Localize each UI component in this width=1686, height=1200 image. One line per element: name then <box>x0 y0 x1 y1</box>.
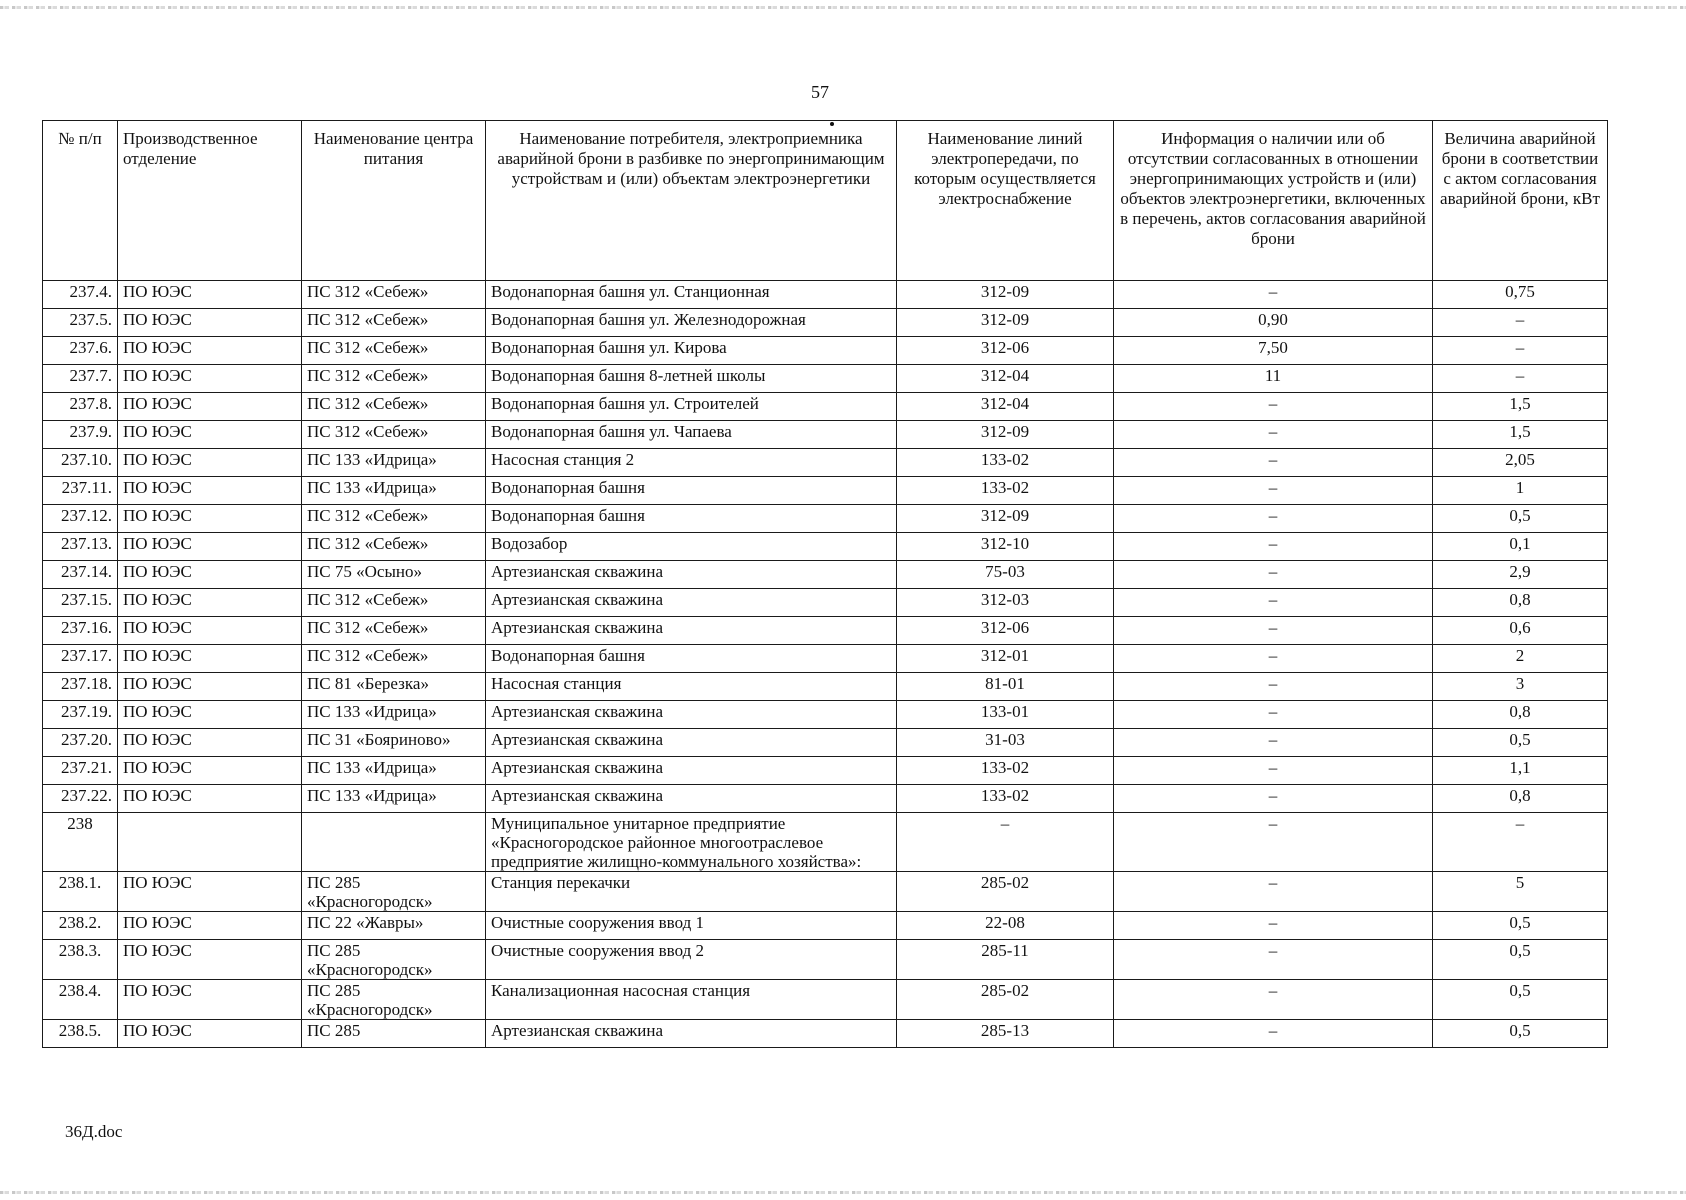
cell-center: ПС 81 «Березка» <box>302 673 486 701</box>
cell-info: 11 <box>1114 365 1433 393</box>
cell-center: ПС 312 «Себеж» <box>302 281 486 309</box>
header-dept: Производственное отделение <box>118 121 302 281</box>
cell-num: 237.14. <box>43 561 118 589</box>
cell-dept: ПО ЮЭС <box>118 533 302 561</box>
table-row <box>43 309 1608 337</box>
cell-center: ПС 285 <box>302 1020 486 1048</box>
cell-line: 285-02 <box>897 872 1114 912</box>
cell-value: 0,5 <box>1433 980 1608 1020</box>
table-row <box>43 673 1608 701</box>
cell-line: 312-06 <box>897 617 1114 645</box>
scan-edge-top <box>0 6 1686 9</box>
cell-info: – <box>1114 281 1433 309</box>
cell-value: 3 <box>1433 673 1608 701</box>
cell-value: – <box>1433 337 1608 365</box>
table-row <box>43 393 1608 421</box>
cell-line: 312-10 <box>897 533 1114 561</box>
cell-info: – <box>1114 701 1433 729</box>
cell-center: ПС 312 «Себеж» <box>302 337 486 365</box>
scan-edge-bottom <box>0 1191 1686 1194</box>
header-center: Наименование центра питания <box>302 121 486 281</box>
emergency-reserve-table <box>42 120 1608 1048</box>
cell-line: 312-09 <box>897 281 1114 309</box>
cell-info: – <box>1114 617 1433 645</box>
header-line: Наименование линий электропередачи, по которым осуществляется электроснабжение <box>897 121 1114 281</box>
cell-line: 285-11 <box>897 940 1114 980</box>
cell-dept: ПО ЮЭС <box>118 477 302 505</box>
cell-info: – <box>1114 421 1433 449</box>
cell-dept: ПО ЮЭС <box>118 281 302 309</box>
cell-line: 81-01 <box>897 673 1114 701</box>
cell-dept: ПО ЮЭС <box>118 337 302 365</box>
table-header <box>43 121 1608 281</box>
cell-num: 237.16. <box>43 617 118 645</box>
cell-info: – <box>1114 1020 1433 1048</box>
cell-info: – <box>1114 757 1433 785</box>
cell-num: 237.7. <box>43 365 118 393</box>
cell-dept: ПО ЮЭС <box>118 393 302 421</box>
cell-num: 237.4. <box>43 281 118 309</box>
header-consumer: Наименование потребителя, электроприемника аварийной брони в разбивке по энергопринимающим устройствам и (или) объектам электроэнергетики <box>486 121 897 281</box>
cell-num: 237.20. <box>43 729 118 757</box>
table-row <box>43 1020 1608 1048</box>
table-row <box>43 729 1608 757</box>
cell-num: 237.13. <box>43 533 118 561</box>
cell-center: ПС 312 «Себеж» <box>302 393 486 421</box>
cell-center: ПС 133 «Идрица» <box>302 477 486 505</box>
cell-num: 237.6. <box>43 337 118 365</box>
cell-num: 237.11. <box>43 477 118 505</box>
cell-info: – <box>1114 813 1433 872</box>
table-row <box>43 281 1608 309</box>
cell-line: – <box>897 813 1114 872</box>
cell-line: 285-13 <box>897 1020 1114 1048</box>
cell-line: 133-02 <box>897 785 1114 813</box>
table-row <box>43 980 1608 1020</box>
cell-value: 1,5 <box>1433 421 1608 449</box>
cell-dept: ПО ЮЭС <box>118 1020 302 1048</box>
cell-center: ПС 285 «Красногородск» <box>302 980 486 1020</box>
cell-value: 1,1 <box>1433 757 1608 785</box>
cell-consumer: Водонапорная башня ул. Чапаева <box>486 421 897 449</box>
cell-info: – <box>1114 872 1433 912</box>
cell-num: 237.10. <box>43 449 118 477</box>
header-num: № п/п <box>43 121 118 281</box>
cell-dept: ПО ЮЭС <box>118 505 302 533</box>
header-row <box>43 121 1608 281</box>
cell-center: ПС 312 «Себеж» <box>302 421 486 449</box>
cell-dept: ПО ЮЭС <box>118 872 302 912</box>
cell-num: 238.1. <box>43 872 118 912</box>
cell-info: – <box>1114 477 1433 505</box>
cell-value: 2,05 <box>1433 449 1608 477</box>
table-row <box>43 477 1608 505</box>
cell-line: 312-04 <box>897 393 1114 421</box>
cell-value: 1,5 <box>1433 393 1608 421</box>
cell-consumer: Артезианская скважина <box>486 757 897 785</box>
cell-num: 237.12. <box>43 505 118 533</box>
cell-center <box>302 813 486 872</box>
cell-info: – <box>1114 561 1433 589</box>
cell-center: ПС 31 «Бояриново» <box>302 729 486 757</box>
cell-info: 0,90 <box>1114 309 1433 337</box>
cell-dept: ПО ЮЭС <box>118 309 302 337</box>
cell-line: 133-02 <box>897 449 1114 477</box>
cell-num: 238.2. <box>43 912 118 940</box>
cell-dept: ПО ЮЭС <box>118 645 302 673</box>
header-info: Информация о наличии или об отсутствии согласованных в отношении энергопринимающих устройств и (или) объектов электроэнергетики, включенных в перечень, актов согласования аварийной брони <box>1114 121 1433 281</box>
cell-line: 312-01 <box>897 645 1114 673</box>
cell-consumer: Водонапорная башня <box>486 645 897 673</box>
cell-line: 312-09 <box>897 309 1114 337</box>
cell-center: ПС 22 «Жавры» <box>302 912 486 940</box>
cell-info: – <box>1114 785 1433 813</box>
cell-line: 133-02 <box>897 477 1114 505</box>
cell-dept: ПО ЮЭС <box>118 365 302 393</box>
cell-info: – <box>1114 645 1433 673</box>
cell-info: – <box>1114 589 1433 617</box>
cell-num: 238.5. <box>43 1020 118 1048</box>
cell-line: 75-03 <box>897 561 1114 589</box>
cell-consumer: Артезианская скважина <box>486 729 897 757</box>
cell-line: 31-03 <box>897 729 1114 757</box>
cell-center: ПС 312 «Себеж» <box>302 617 486 645</box>
table-row <box>43 589 1608 617</box>
cell-info: – <box>1114 729 1433 757</box>
cell-num: 237.17. <box>43 645 118 673</box>
cell-consumer: Водонапорная башня <box>486 505 897 533</box>
cell-line: 22-08 <box>897 912 1114 940</box>
table-body <box>43 281 1608 1048</box>
cell-consumer: Артезианская скважина <box>486 785 897 813</box>
cell-dept: ПО ЮЭС <box>118 421 302 449</box>
footer-filename: 36Д.doc <box>65 1122 123 1141</box>
cell-value: 0,5 <box>1433 505 1608 533</box>
cell-consumer: Артезианская скважина <box>486 589 897 617</box>
cell-info: 7,50 <box>1114 337 1433 365</box>
cell-value: 0,75 <box>1433 281 1608 309</box>
cell-line: 312-04 <box>897 365 1114 393</box>
cell-num: 237.8. <box>43 393 118 421</box>
cell-consumer: Водонапорная башня ул. Кирова <box>486 337 897 365</box>
page-number: 57 <box>811 82 829 102</box>
cell-center: ПС 312 «Себеж» <box>302 309 486 337</box>
cell-dept: ПО ЮЭС <box>118 561 302 589</box>
cell-value: – <box>1433 813 1608 872</box>
cell-value: 2 <box>1433 645 1608 673</box>
cell-center: ПС 133 «Идрица» <box>302 449 486 477</box>
cell-center: ПС 133 «Идрица» <box>302 757 486 785</box>
cell-line: 312-03 <box>897 589 1114 617</box>
cell-consumer: Водонапорная башня ул. Станционная <box>486 281 897 309</box>
table-row <box>43 337 1608 365</box>
cell-num: 238.3. <box>43 940 118 980</box>
cell-center: ПС 312 «Себеж» <box>302 365 486 393</box>
cell-consumer: Водонапорная башня <box>486 477 897 505</box>
cell-num: 237.9. <box>43 421 118 449</box>
cell-consumer: Очистные сооружения ввод 1 <box>486 912 897 940</box>
cell-num: 237.5. <box>43 309 118 337</box>
cell-dept: ПО ЮЭС <box>118 701 302 729</box>
cell-dept: ПО ЮЭС <box>118 617 302 645</box>
cell-value: 0,5 <box>1433 940 1608 980</box>
cell-value: 0,6 <box>1433 617 1608 645</box>
cell-center: ПС 133 «Идрица» <box>302 785 486 813</box>
table-row <box>43 872 1608 912</box>
cell-num: 237.19. <box>43 701 118 729</box>
cell-consumer: Станция перекачки <box>486 872 897 912</box>
cell-consumer: Артезианская скважина <box>486 701 897 729</box>
cell-consumer: Артезианская скважина <box>486 1020 897 1048</box>
cell-center: ПС 285 «Красногородск» <box>302 940 486 980</box>
cell-consumer: Водонапорная башня ул. Строителей <box>486 393 897 421</box>
table-row <box>43 449 1608 477</box>
cell-info: – <box>1114 533 1433 561</box>
cell-consumer: Водонапорная башня 8-летней школы <box>486 365 897 393</box>
cell-dept: ПО ЮЭС <box>118 757 302 785</box>
table-row <box>43 421 1608 449</box>
cell-num: 237.18. <box>43 673 118 701</box>
cell-line: 312-09 <box>897 421 1114 449</box>
cell-num: 237.21. <box>43 757 118 785</box>
cell-dept <box>118 813 302 872</box>
cell-value: 0,8 <box>1433 701 1608 729</box>
cell-value: 0,8 <box>1433 785 1608 813</box>
cell-dept: ПО ЮЭС <box>118 912 302 940</box>
cell-num: 238.4. <box>43 980 118 1020</box>
cell-center: ПС 312 «Себеж» <box>302 533 486 561</box>
table-row <box>43 365 1608 393</box>
cell-center: ПС 133 «Идрица» <box>302 701 486 729</box>
cell-value: – <box>1433 309 1608 337</box>
cell-value: 0,1 <box>1433 533 1608 561</box>
table-row <box>43 757 1608 785</box>
table-row <box>43 617 1608 645</box>
cell-info: – <box>1114 980 1433 1020</box>
cell-info: – <box>1114 912 1433 940</box>
cell-info: – <box>1114 393 1433 421</box>
cell-consumer: Водонапорная башня ул. Железнодорожная <box>486 309 897 337</box>
cell-center: ПС 312 «Себеж» <box>302 645 486 673</box>
table-row <box>43 813 1608 872</box>
cell-dept: ПО ЮЭС <box>118 589 302 617</box>
cell-consumer: Насосная станция 2 <box>486 449 897 477</box>
cell-line: 312-09 <box>897 505 1114 533</box>
cell-value: 0,5 <box>1433 729 1608 757</box>
cell-consumer: Артезианская скважина <box>486 561 897 589</box>
cell-info: – <box>1114 449 1433 477</box>
table-row <box>43 561 1608 589</box>
cell-center: ПС 285 «Красногородск» <box>302 872 486 912</box>
cell-line: 133-01 <box>897 701 1114 729</box>
cell-info: – <box>1114 673 1433 701</box>
cell-value: – <box>1433 365 1608 393</box>
cell-center: ПС 75 «Осыно» <box>302 561 486 589</box>
cell-dept: ПО ЮЭС <box>118 940 302 980</box>
cell-dept: ПО ЮЭС <box>118 980 302 1020</box>
cell-consumer: Муниципальное унитарное предприятие «Красногородское районное многоотраслевое предприятие жилищно-коммунального хозяйства»: <box>486 813 897 872</box>
cell-num: 238 <box>43 813 118 872</box>
cell-value: 2,9 <box>1433 561 1608 589</box>
table-row <box>43 912 1608 940</box>
cell-line: 285-02 <box>897 980 1114 1020</box>
cell-consumer: Насосная станция <box>486 673 897 701</box>
cell-dept: ПО ЮЭС <box>118 449 302 477</box>
table-row <box>43 701 1608 729</box>
table-row <box>43 785 1608 813</box>
header-value: Величина аварийной брони в соответствии с актом согласования аварийной брони, кВт <box>1433 121 1608 281</box>
cell-dept: ПО ЮЭС <box>118 729 302 757</box>
cell-center: ПС 312 «Себеж» <box>302 505 486 533</box>
cell-num: 237.22. <box>43 785 118 813</box>
cell-consumer: Очистные сооружения ввод 2 <box>486 940 897 980</box>
cell-line: 133-02 <box>897 757 1114 785</box>
cell-info: – <box>1114 940 1433 980</box>
cell-num: 237.15. <box>43 589 118 617</box>
cell-consumer: Канализационная насосная станция <box>486 980 897 1020</box>
table-row <box>43 533 1608 561</box>
cell-value: 5 <box>1433 872 1608 912</box>
cell-consumer: Водозабор <box>486 533 897 561</box>
cell-info: – <box>1114 505 1433 533</box>
cell-center: ПС 312 «Себеж» <box>302 589 486 617</box>
table-row <box>43 940 1608 980</box>
table-row <box>43 505 1608 533</box>
cell-consumer: Артезианская скважина <box>486 617 897 645</box>
cell-value: 0,5 <box>1433 912 1608 940</box>
cell-line: 312-06 <box>897 337 1114 365</box>
cell-dept: ПО ЮЭС <box>118 785 302 813</box>
cell-value: 1 <box>1433 477 1608 505</box>
cell-value: 0,5 <box>1433 1020 1608 1048</box>
cell-value: 0,8 <box>1433 589 1608 617</box>
table-row <box>43 645 1608 673</box>
cell-dept: ПО ЮЭС <box>118 673 302 701</box>
